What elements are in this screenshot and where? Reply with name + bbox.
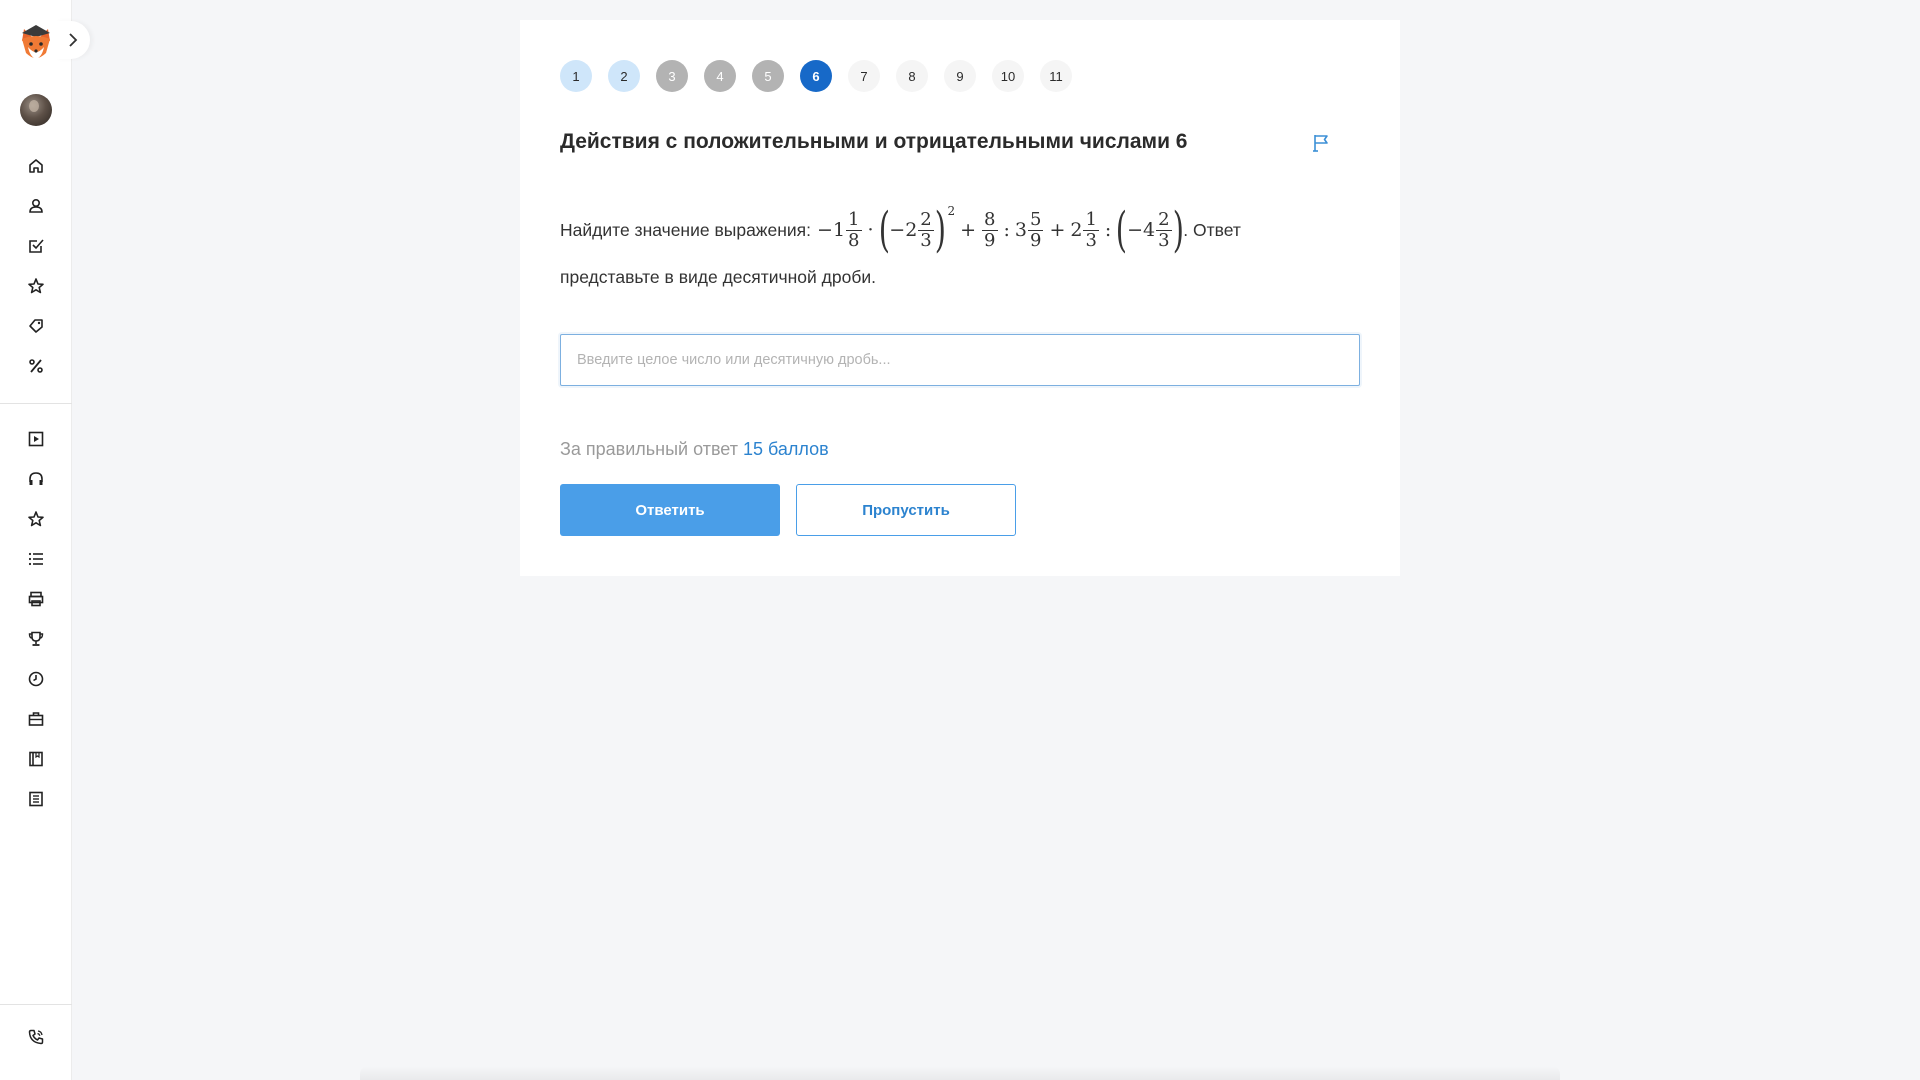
nav-profile[interactable]	[24, 194, 48, 218]
step-1[interactable]: 1	[560, 60, 592, 92]
task-question	[560, 198, 1320, 290]
sidebar-divider	[0, 403, 72, 404]
expr-fraction: $\frac{8}{9}$	[984, 208, 996, 251]
math-expression: −1 $\frac{1}{8}$ · ( −2 $\frac{2}{3}$ ) 2 + $\frac{8}{9}$ : 3 $\frac{5}{9}$ + 2 $\frac{1}{3}$ : ( −4 $\frac{2}{3}$ )	[817, 202, 1184, 258]
expr-term: 3	[1014, 219, 1027, 241]
step-3[interactable]: 3	[656, 60, 688, 92]
flag-icon	[1310, 132, 1332, 154]
expr-fraction: $\frac{2}{3}$	[1158, 208, 1170, 251]
task-steps	[560, 60, 1072, 92]
expr-fraction: $\frac{1}{8}$	[848, 208, 860, 251]
video-icon	[27, 430, 45, 448]
step-7[interactable]: 7	[848, 60, 880, 92]
expr-term: 2	[1070, 219, 1083, 241]
nav-discounts[interactable]	[24, 354, 48, 378]
book-icon	[27, 750, 45, 768]
submit-answer-button[interactable]: Ответить	[560, 484, 780, 536]
step-2[interactable]: 2	[608, 60, 640, 92]
expr-operator: +	[1049, 219, 1066, 241]
expr-term: −4	[1127, 219, 1156, 241]
task-title: Действия с положительными и отрицательными числами 6	[560, 130, 1188, 153]
step-4[interactable]: 4	[704, 60, 736, 92]
expr-term: −2	[889, 219, 918, 241]
sidebar	[0, 0, 72, 1080]
nav-audio[interactable]	[24, 467, 48, 491]
profile-icon	[27, 197, 45, 215]
question-prompt-end: . Ответ	[1183, 219, 1241, 240]
tag-icon	[27, 317, 45, 335]
nav-history[interactable]	[24, 667, 48, 691]
phone-icon	[27, 1028, 45, 1046]
trophy-icon	[27, 630, 45, 648]
expr-operator: :	[1003, 219, 1010, 241]
reward-info	[560, 439, 829, 460]
list-icon	[27, 550, 45, 568]
nav-tasks[interactable]	[24, 234, 48, 258]
expr-fraction: $\frac{2}{3}$	[920, 208, 932, 251]
expr-operator: ·	[867, 219, 874, 241]
chevron-right-icon	[67, 33, 79, 47]
bottom-panel-edge	[360, 1066, 1560, 1080]
nav-video[interactable]	[24, 427, 48, 451]
sidebar-divider	[0, 1004, 72, 1005]
expr-term: −1	[817, 219, 846, 241]
step-8[interactable]: 8	[896, 60, 928, 92]
skip-button[interactable]: Пропустить	[796, 484, 1016, 536]
task-card	[520, 20, 1400, 576]
percent-icon	[27, 357, 45, 375]
expr-operator: :	[1104, 219, 1112, 241]
printer-icon	[27, 590, 45, 608]
report-flag-button[interactable]	[1310, 132, 1332, 154]
clock-icon	[27, 670, 45, 688]
user-avatar[interactable]	[20, 94, 52, 126]
headphones-icon	[27, 470, 45, 488]
expr-operator: +	[960, 219, 977, 241]
expr-fraction: $\frac{1}{3}$	[1085, 208, 1097, 251]
reward-prefix: За правильный ответ	[560, 439, 738, 459]
step-5[interactable]: 5	[752, 60, 784, 92]
step-11[interactable]: 11	[1040, 60, 1072, 92]
nav-library[interactable]	[24, 747, 48, 771]
expr-fraction: $\frac{5}{9}$	[1030, 208, 1042, 251]
nav-support[interactable]	[24, 1025, 48, 1049]
nav-favorites[interactable]	[24, 274, 48, 298]
document-icon	[27, 790, 45, 808]
question-prompt: Найдите значение выражения:	[560, 219, 812, 240]
fox-logo[interactable]	[18, 23, 54, 63]
tasks-icon	[27, 237, 45, 255]
expr-exponent: 2	[947, 204, 956, 218]
step-9[interactable]: 9	[944, 60, 976, 92]
answer-input[interactable]	[560, 334, 1360, 386]
sidebar-expand-button[interactable]	[56, 21, 90, 59]
question-prompt-line2: представьте в виде десятичной дроби.	[560, 267, 877, 287]
nav-promo[interactable]	[24, 314, 48, 338]
nav-career[interactable]	[24, 707, 48, 731]
briefcase-icon	[27, 710, 45, 728]
nav-home[interactable]	[24, 154, 48, 178]
nav-documents[interactable]	[24, 787, 48, 811]
nav-rating[interactable]	[24, 507, 48, 531]
star-outline-icon	[27, 510, 45, 528]
step-6[interactable]: 6	[800, 60, 832, 92]
nav-print[interactable]	[24, 587, 48, 611]
star-icon	[27, 277, 45, 295]
step-10[interactable]: 10	[992, 60, 1024, 92]
nav-list[interactable]	[24, 547, 48, 571]
reward-points: 15 баллов	[742, 439, 829, 459]
home-icon	[27, 157, 45, 175]
nav-achievements[interactable]	[24, 627, 48, 651]
